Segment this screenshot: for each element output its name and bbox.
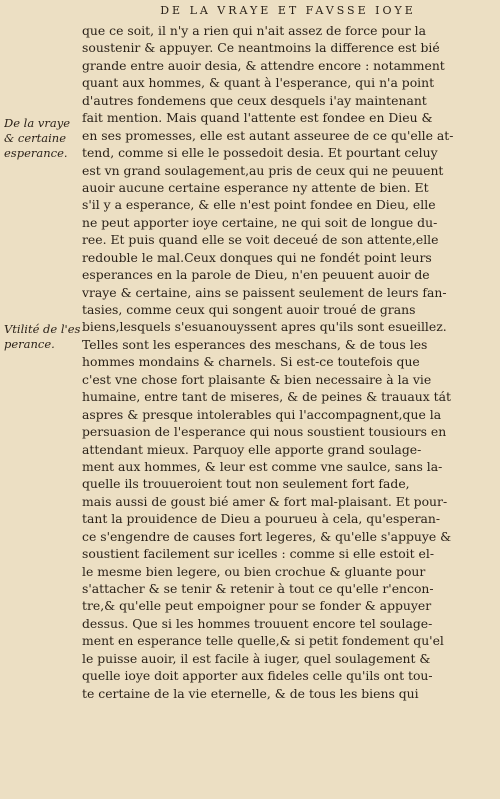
- margin-note-line: esperance.: [4, 146, 68, 160]
- text-line: ce s'engendre de causes fort legeres, & qu'elle s'appuye &: [82, 528, 452, 544]
- text-line: tend, comme si elle le possedoit desia. Et pourtant celuy: [82, 145, 438, 161]
- text-line: est vn grand soulagement,au pris de ceux qui ne peuuent: [82, 162, 444, 178]
- text-line: mais aussi de goust bié amer & fort mal-plaisant. Et pour-: [82, 493, 448, 509]
- text-line: redouble le mal.Ceux donques qui ne fondét point leurs: [82, 249, 432, 265]
- text-line: soustenir & appuyer. Ce neantmoins la difference est bié: [82, 40, 440, 56]
- text-line: biens,lesquels s'esuanouyssent apres qu'ils sont esueillez.: [82, 319, 447, 335]
- margin-note-vraye-esperance: [4, 116, 80, 161]
- text-line: d'autres fondemens que ceux desquels i'ay maintenant: [82, 92, 427, 108]
- text-line: que ce soit, il n'y a rien qui n'ait assez de force pour la: [82, 23, 427, 38]
- margin-note-line: & certaine: [4, 131, 67, 145]
- text-line: en ses promesses, elle est autant asseuree de ce qu'elle at-: [82, 127, 454, 143]
- text-line: ne peut apporter ioye certaine, ne qui soit de longue du-: [82, 214, 438, 230]
- text-line: quelle ioye doit apporter aux fideles celle qu'ils ont tou-: [82, 668, 433, 684]
- text-line: Telles sont les esperances des meschans, & de tous les: [82, 336, 428, 352]
- text-line: attendant mieux. Parquoy elle apporte grand soulage-: [82, 441, 422, 457]
- text-line: quelle ils trouueroient tout non seulement fort fade,: [82, 476, 410, 492]
- text-line: esperances en la parole de Dieu, n'en peuuent auoir de: [82, 267, 430, 283]
- text-line: tant la prouidence de Dieu a pourueu à cela, qu'esperan-: [82, 511, 441, 527]
- text-line: persuasion de l'esperance qui nous soustient tousiours en: [82, 424, 447, 440]
- text-line: ment aux hommes, & leur est comme vne saulce, sans la-: [82, 458, 443, 474]
- text-line: c'est vne chose fort plaisante & bien necessaire à la vie: [82, 371, 432, 387]
- margin-note-line: De la vraye: [4, 116, 71, 130]
- margin-note-line: perance.: [4, 337, 55, 351]
- text-line: tre,& qu'elle peut empoigner pour se fonder & appuyer: [82, 598, 432, 614]
- text-line: dessus. Que si les hommes trouuent encore tel soulage-: [82, 615, 433, 631]
- text-line: soustient facilement sur icelles : comme si elle estoit el-: [82, 546, 435, 562]
- text-line: quant aux hommes, & quant à l'esperance, qui n'a point: [82, 75, 435, 91]
- text-line: vraye & certaine, ains se paissent seulement de leurs fan-: [82, 284, 447, 300]
- text-line: tasies, comme ceux qui songent auoir troué de grans: [82, 302, 416, 317]
- margin-note-utilite-esperance: [4, 322, 80, 352]
- text-line: s'attacher & se tenir & retenir à tout ce qu'elle r'encon-: [82, 581, 434, 596]
- text-line: auoir aucune certaine esperance ny attente de bien. Et: [82, 179, 429, 195]
- text-line: te certaine de la vie eternelle, & de tous les biens qui: [82, 685, 419, 701]
- text-line: fait mention. Mais quand l'attente est fondee en Dieu &: [82, 110, 433, 126]
- text-line: hommes mondains & charnels. Si est-ce toutefois que: [82, 354, 420, 370]
- text-line: humaine, entre tant de miseres, & de peines & trauaux tát: [82, 389, 451, 405]
- text-line: le mesme bien legere, ou bien crochue & gluante pour: [82, 563, 426, 579]
- margin-note-line: Vtilité de l'es: [4, 322, 80, 336]
- text-line: grande entre auoir desia, & attendre encore : notamment: [82, 57, 445, 73]
- text-line: ree. Et puis quand elle se voit deceué de son attente,elle: [82, 232, 439, 248]
- running-header: DE LA VRAYE ET FAVSSE IOYE: [160, 4, 416, 17]
- text-line: s'il y a esperance, & elle n'est point fondee en Dieu, elle: [82, 197, 436, 213]
- text-line: ment en esperance telle quelle,& si petit fondement qu'el: [82, 633, 444, 649]
- text-line: aspres & presque intolerables qui l'accompagnent,que la: [82, 406, 442, 422]
- text-line: le puisse auoir, il est facile à iuger, quel soulagement &: [82, 650, 431, 666]
- body-text: [82, 22, 460, 702]
